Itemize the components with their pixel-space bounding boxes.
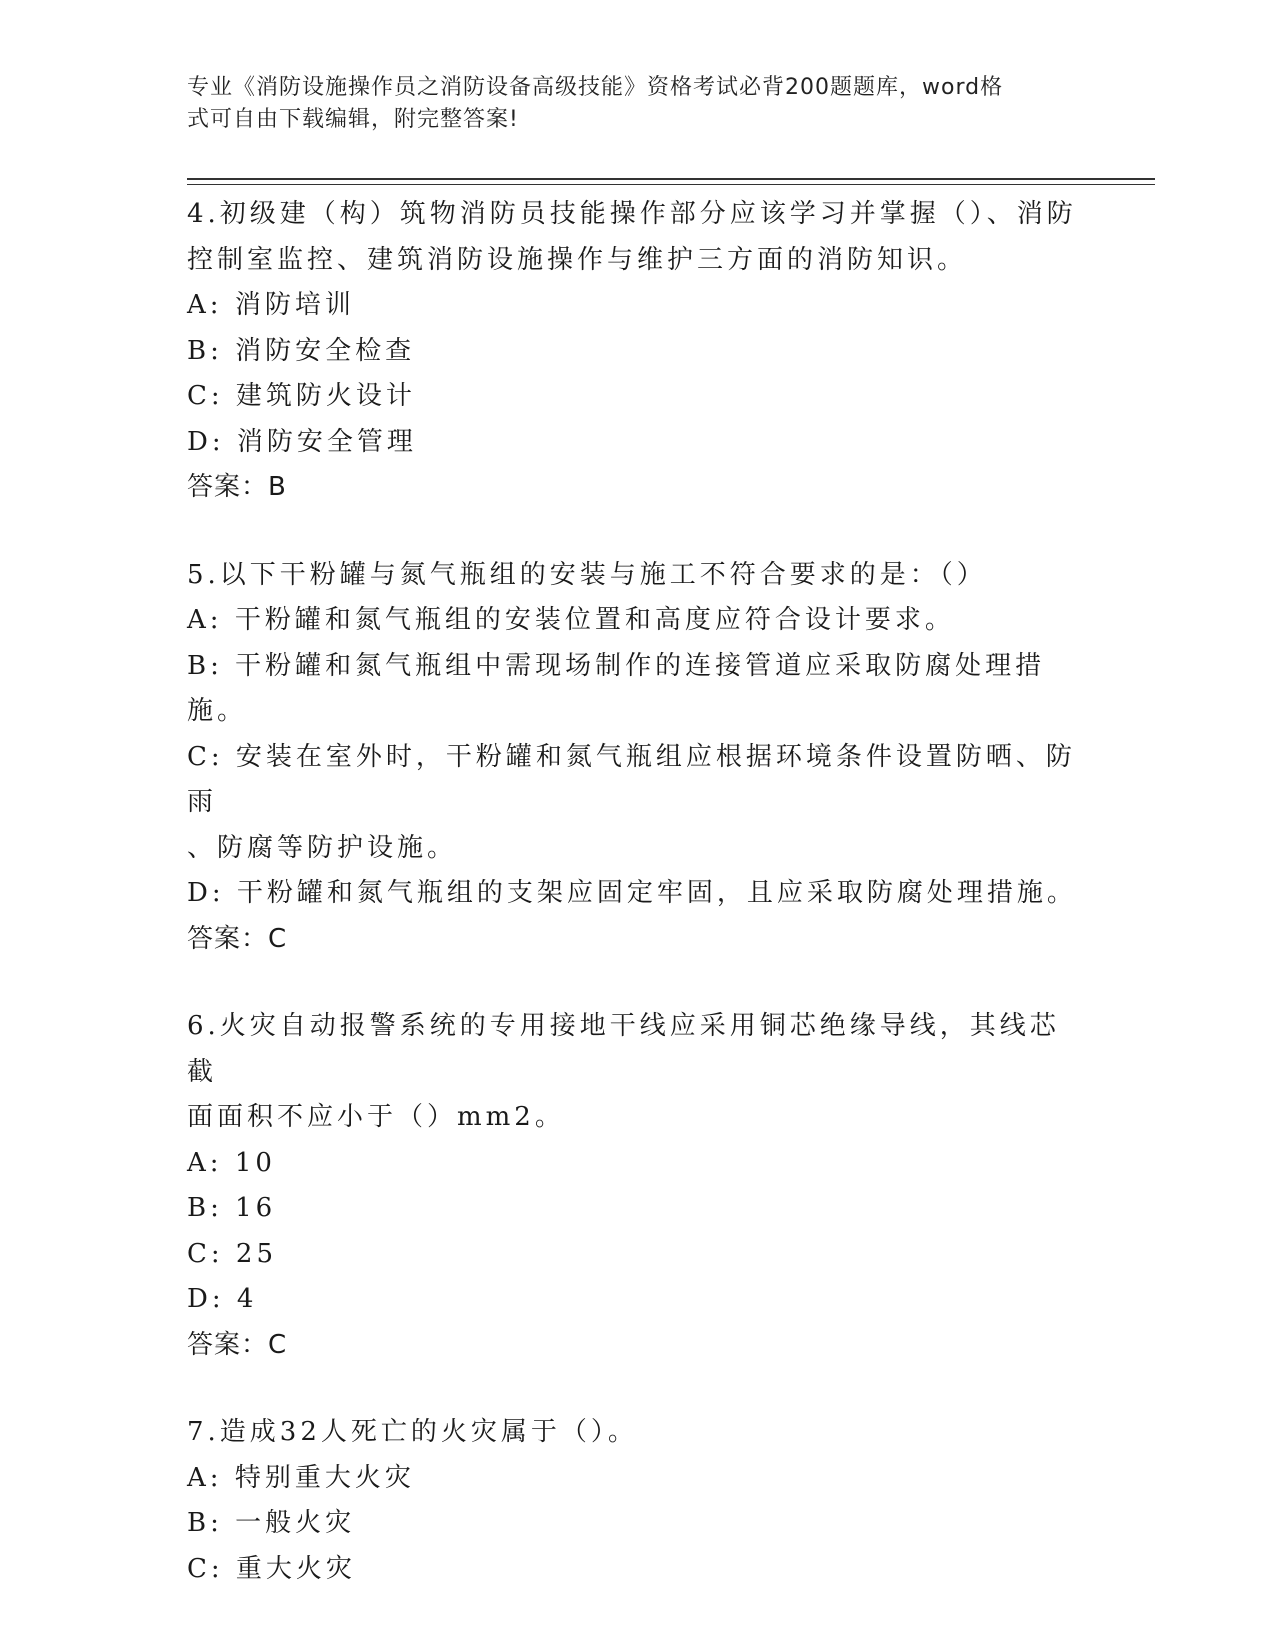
option-key: B:	[187, 1508, 223, 1538]
option-b	[187, 1501, 1087, 1547]
option-text: 消防安全检查	[235, 335, 416, 366]
question-stem: 4.初级建（构）筑物消防员技能操作部分应该学习并掌握（）、消防	[187, 199, 1077, 229]
question-6	[187, 1004, 1087, 1368]
option-d	[187, 1277, 1087, 1323]
answer-line: 答案：C	[187, 923, 288, 954]
option-text: 干粉罐和氮气瓶组的安装位置和高度应符合设计要求。	[234, 605, 955, 635]
option-key: B:	[187, 335, 223, 366]
question-5	[187, 553, 1087, 963]
answer-line: 答案：C	[187, 1329, 288, 1360]
option-a	[187, 1141, 1087, 1187]
question-7	[187, 1410, 1087, 1592]
option-key: D:	[187, 426, 225, 457]
page-header	[187, 72, 1067, 136]
answer-line: 答案：B	[187, 472, 287, 502]
question-4	[187, 192, 1087, 511]
option-key: A:	[187, 290, 223, 320]
option-key: A:	[187, 1462, 223, 1493]
option-key: A:	[187, 1147, 223, 1178]
option-text: 特别重大火灾	[234, 1462, 415, 1493]
option-text: 10	[234, 1147, 276, 1178]
option-key: D:	[187, 1284, 225, 1314]
option-b	[187, 644, 1087, 735]
option-text: 一般火灾	[235, 1508, 356, 1538]
option-text: 干粉罐和氮气瓶组的支架应固定牢固，且应采取防腐处理措施。	[236, 878, 1077, 908]
option-d	[187, 871, 1087, 917]
question-stem-cont: 面面积不应小于（）mm2。	[187, 1102, 565, 1132]
option-text: 建筑防火设计	[235, 381, 416, 411]
option-a	[187, 598, 1087, 644]
option-text: 干粉罐和氮气瓶组中需现场制作的连接管道应采取防腐处理措施。	[187, 650, 1046, 726]
option-text: 4	[236, 1284, 258, 1314]
option-a	[187, 283, 1087, 329]
option-a	[187, 1456, 1087, 1502]
option-b	[187, 329, 1087, 375]
header-line-1: 专业《消防设施操作员之消防设备高级技能》资格考试必背200题题库，word格	[187, 75, 1004, 100]
question-stem: 5.以下干粉罐与氮气瓶组的安装与施工不符合要求的是：（）	[187, 559, 987, 590]
option-text: 安装在室外时，干粉罐和氮气瓶组应根据环境条件设置防晒、防雨	[187, 741, 1076, 817]
question-stem: 6.火灾自动报警系统的专用接地干线应采用铜芯绝缘导线，其线芯截	[187, 1011, 1060, 1087]
option-text: 重大火灾	[235, 1553, 356, 1584]
option-text: 16	[235, 1193, 277, 1223]
header-divider-thin	[187, 184, 1155, 185]
option-key: B:	[187, 1193, 223, 1223]
option-key: A:	[187, 605, 223, 635]
option-key: C:	[187, 1238, 224, 1269]
option-text: 消防安全管理	[236, 426, 417, 457]
option-c	[187, 1547, 1087, 1593]
option-c	[187, 735, 1087, 826]
option-key: D:	[187, 878, 225, 908]
question-stem-cont: 控制室监控、建筑消防设施操作与维护三方面的消防知识。	[187, 244, 968, 275]
option-text: 25	[235, 1238, 278, 1269]
option-key: C:	[187, 381, 224, 411]
option-key: B:	[187, 650, 223, 681]
option-key: C:	[187, 1553, 224, 1584]
option-key: C:	[187, 741, 224, 772]
option-c	[187, 1232, 1087, 1278]
option-d	[187, 420, 1087, 466]
option-c	[187, 374, 1087, 420]
question-list	[187, 192, 1087, 1634]
option-c-cont: 、防腐等防护设施。	[187, 832, 458, 863]
option-b	[187, 1186, 1087, 1232]
option-text: 消防培训	[234, 290, 355, 320]
header-line-2: 式可自由下载编辑，附完整答案!	[187, 107, 519, 132]
header-divider-thick	[187, 178, 1155, 180]
question-stem: 7.造成32人死亡的火灾属于（）。	[187, 1417, 638, 1447]
